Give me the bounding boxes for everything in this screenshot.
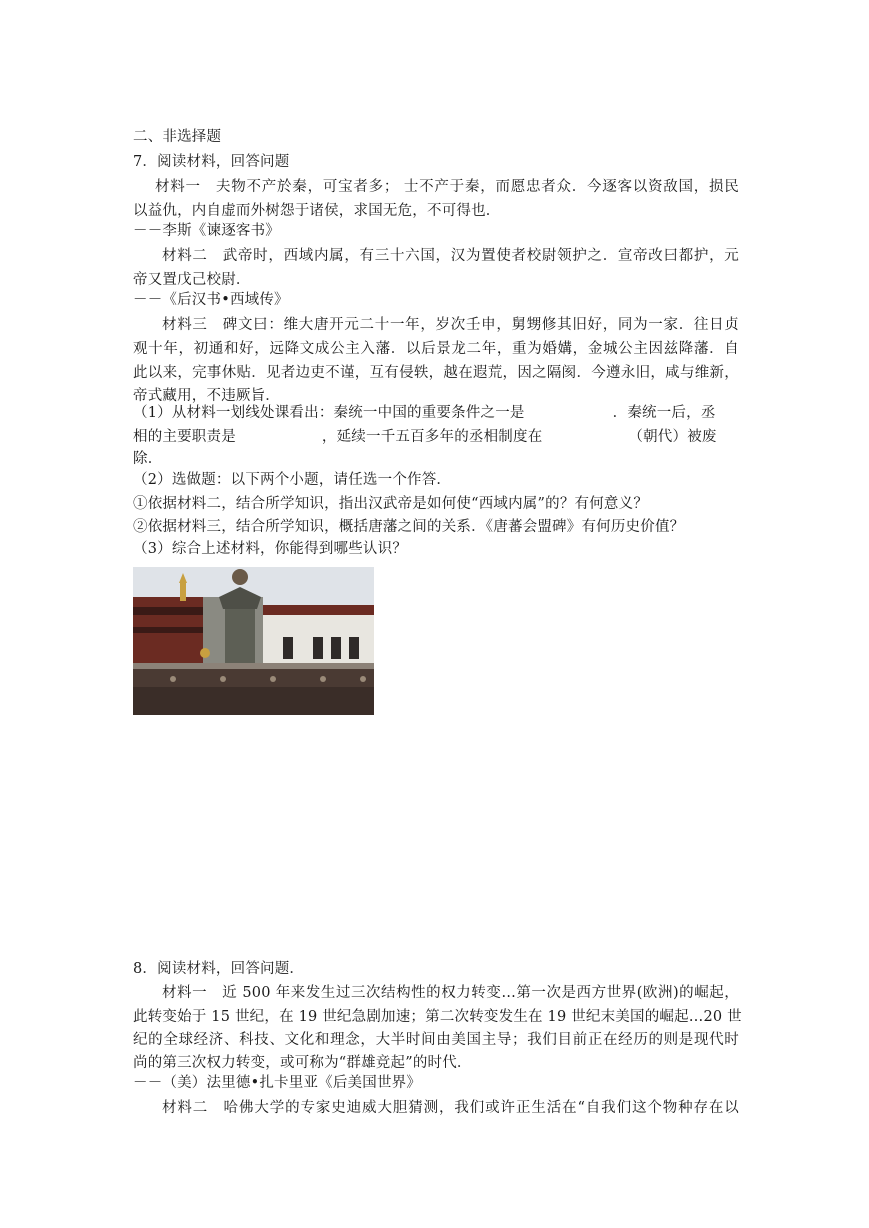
q7-sub1-text-b: ．秦统一后，丞 bbox=[612, 405, 716, 421]
q7-material-3-line-2: 观十年，初通和好，远降文成公主入藩．以后景龙二年，重为婚媾，金城公主因兹降藩．自 bbox=[133, 341, 739, 357]
q8-material-1-line-3: 纪的全球经济、科技、文化和理念，大半时间由美国主导；我们目前正在经历的则是现代时 bbox=[133, 1032, 739, 1048]
question-8-stem: 8．阅读材料，回答问题． bbox=[133, 961, 305, 977]
q7-subquestion-2: （2）选做题：以下两个小题，请任选一个作答． bbox=[133, 472, 452, 488]
q7-sub1-text-c: 相的主要职责是 bbox=[133, 429, 236, 445]
q8-material-2-line-1: 材料二 哈佛大学的专家史迪威大胆猜测，我们或许正生活在“自我们这个物种存在以 bbox=[162, 1100, 739, 1116]
q7-sub1-text-d: ，延续一千五百多年的丞相制度在 bbox=[321, 429, 543, 445]
question-7-stem: 7．阅读材料，回答问题 bbox=[133, 154, 290, 170]
q7-subquestion-2-option-2: ②依据材料三，结合所学知识，概括唐藩之间的关系．《唐蕃会盟碑》有何历史价值？ bbox=[133, 519, 685, 535]
q7-material-1-source: －－李斯《谏逐客书》 bbox=[133, 223, 280, 239]
section-title: 二、非选择题 bbox=[133, 129, 222, 145]
q7-material-1-line-2: 以益仇，内自虚而外树怨于诸侯，求国无危，不可得也． bbox=[133, 203, 501, 219]
stele-illustration bbox=[133, 567, 374, 715]
q7-material-2-source: －－《后汉书•西域传》 bbox=[133, 292, 289, 308]
q8-material-1-line-2: 此转变始于 15 世纪，在 19 世纪急剧加速；第二次转变发生在 19 世纪末美国的崛起…20 世 bbox=[133, 1009, 742, 1025]
tang-tibet-alliance-stele-photo bbox=[133, 567, 374, 715]
q7-material-3-line-4: 帝式藏用，不违厥旨． bbox=[133, 388, 280, 404]
q7-subquestion-1-line-1 bbox=[133, 403, 739, 423]
q7-material-1-line-1: 材料一 夫物不产於秦，可宝者多； 士不产于秦，而愿忠者众．今逐客以资敌国，损民 bbox=[155, 179, 739, 195]
q8-material-1-source: －－（美）法里德•扎卡里亚《后美国世界》 bbox=[133, 1075, 422, 1091]
q8-material-1-line-4: 尚的第三次权力转变，或可称为“群雄竞起”的时代． bbox=[133, 1055, 472, 1071]
q7-material-2-line-2: 帝又置戊己校尉． bbox=[133, 272, 251, 288]
q7-subquestion-1-line-2 bbox=[133, 427, 739, 447]
q7-material-3-line-3: 此以来，完事休贴．见者边吏不谨，互有侵轶，越在遐荒，因之隔阂．今遵永旧，咸与维新， bbox=[133, 365, 739, 381]
q7-subquestion-3: （3）综合上述材料，你能得到哪些认识？ bbox=[133, 541, 408, 557]
q7-sub1-text-a: （1）从材料一划线处课看出：秦统一中国的重要条件之一是 bbox=[133, 405, 525, 421]
q7-subquestion-2-option-1: ①依据材料二，结合所学知识，指出汉武帝是如何使“西域内属”的？有何意义？ bbox=[133, 496, 649, 512]
q7-material-3-line-1: 材料三 碑文曰：维大唐开元二十一年，岁次壬申，舅甥修其旧好，同为一家．往日贞 bbox=[162, 317, 739, 333]
stone-parapet bbox=[133, 667, 374, 687]
q7-sub1-text-e: （朝代）被废 bbox=[628, 429, 717, 445]
stele-top-knob bbox=[232, 569, 248, 585]
q7-subquestion-1-line-3: 除． bbox=[133, 451, 163, 467]
q7-material-2-line-1: 材料二 武帝时，西域内属，有三十六国，汉为置使者校尉领护之．宣帝改曰都护，元 bbox=[162, 248, 739, 264]
q8-material-1-line-1: 材料一 近 500 年来发生过三次结构性的权力转变…第一次是西方世界(欧洲)的崛起， bbox=[162, 985, 739, 1001]
